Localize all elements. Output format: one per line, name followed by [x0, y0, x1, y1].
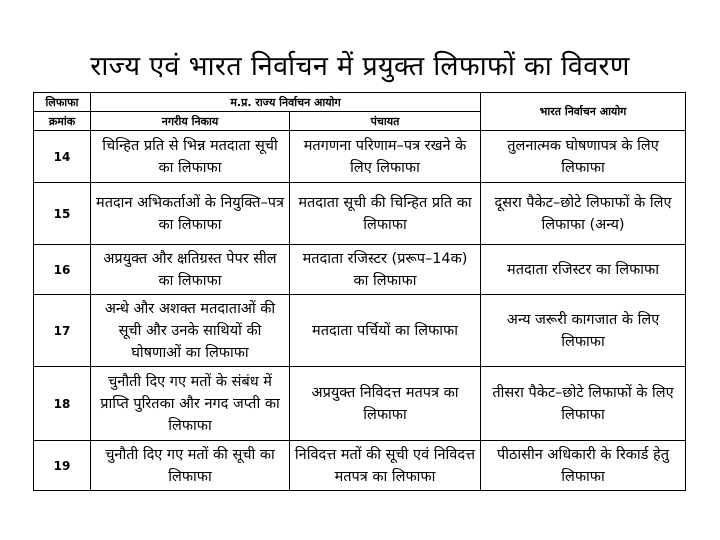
header-row-1	[34, 93, 686, 112]
table-row	[34, 131, 686, 183]
header-serial-label-line1: लिफाफा	[34, 93, 91, 112]
panchayat-envelope-cell: अप्रयुक्त निविदत्त मतपत्र का लिफाफा	[290, 367, 481, 441]
table-row	[34, 441, 686, 491]
header-serial-label-line2: क्रमांक	[34, 112, 91, 131]
eci-envelope-cell: तुलनात्मक घोषणापत्र के लिए लिफाफा	[481, 131, 686, 183]
urban-envelope-cell: अन्धे और अशक्त मतदाताओं की सूची और उनके साथियों की घोषणाओं का लिफाफा	[91, 295, 290, 367]
eci-envelope-cell: अन्य जरूरी कागजात के लिए लिफाफा	[481, 295, 686, 367]
panchayat-envelope-cell: निविदत्त मतों की सूची एवं निविदत्त मतपत्र का लिफाफा	[290, 441, 481, 491]
urban-envelope-cell: चुनौती दिए गए मतों की सूची का लिफाफा	[91, 441, 290, 491]
header-panchayat: पंचायत	[290, 112, 481, 131]
panchayat-envelope-cell: मतदाता पर्चियों का लिफाफा	[290, 295, 481, 367]
envelope-number: 15	[34, 183, 91, 245]
envelope-number: 17	[34, 295, 91, 367]
panchayat-envelope-cell: मतगणना परिणाम–पत्र रखने के लिए लिफाफा	[290, 131, 481, 183]
eci-envelope-cell: दूसरा पैकेट–छोटे लिफाफों के लिए लिफाफा (अन्य)	[481, 183, 686, 245]
envelope-number: 18	[34, 367, 91, 441]
envelope-number: 19	[34, 441, 91, 491]
urban-envelope-cell: अप्रयुक्त और क्षतिग्रस्त पेपर सील का लिफाफा	[91, 245, 290, 295]
table-row	[34, 183, 686, 245]
envelope-details-table	[33, 92, 686, 491]
panchayat-envelope-cell: मतदाता सूची की चिन्हित प्रति का लिफाफा	[290, 183, 481, 245]
header-urban-bodies: नगरीय निकाय	[91, 112, 290, 131]
eci-envelope-cell: तीसरा पैकेट–छोटे लिफाफों के लिए लिफाफा	[481, 367, 686, 441]
page-title: राज्य एवं भारत निर्वाचन में प्रयुक्त लिफाफों का विवरण	[90, 51, 630, 83]
table-row	[34, 245, 686, 295]
panchayat-envelope-cell: मतदाता रजिस्टर (प्ररूप–14क) का लिफाफा	[290, 245, 481, 295]
envelope-number: 16	[34, 245, 91, 295]
urban-envelope-cell: चुनौती दिए गए मतों के संबंध में प्राप्ति पुरितका और नगद जप्ती का लिफाफा	[91, 367, 290, 441]
eci-envelope-cell: मतदाता रजिस्टर का लिफाफा	[481, 245, 686, 295]
header-eci: भारत निर्वाचन आयोग	[481, 93, 686, 131]
urban-envelope-cell: मतदान अभिकर्ताओं के नियुक्ति–पत्र का लिफाफा	[91, 183, 290, 245]
urban-envelope-cell: चिन्हित प्रति से भिन्न मतदाता सूची का लिफाफा	[91, 131, 290, 183]
table-row	[34, 367, 686, 441]
envelope-number: 14	[34, 131, 91, 183]
table-row	[34, 295, 686, 367]
eci-envelope-cell: पीठासीन अधिकारी के रिकार्ड हेतु लिफाफा	[481, 441, 686, 491]
header-state-commission: म.प्र. राज्य निर्वाचन आयोग	[91, 93, 481, 112]
